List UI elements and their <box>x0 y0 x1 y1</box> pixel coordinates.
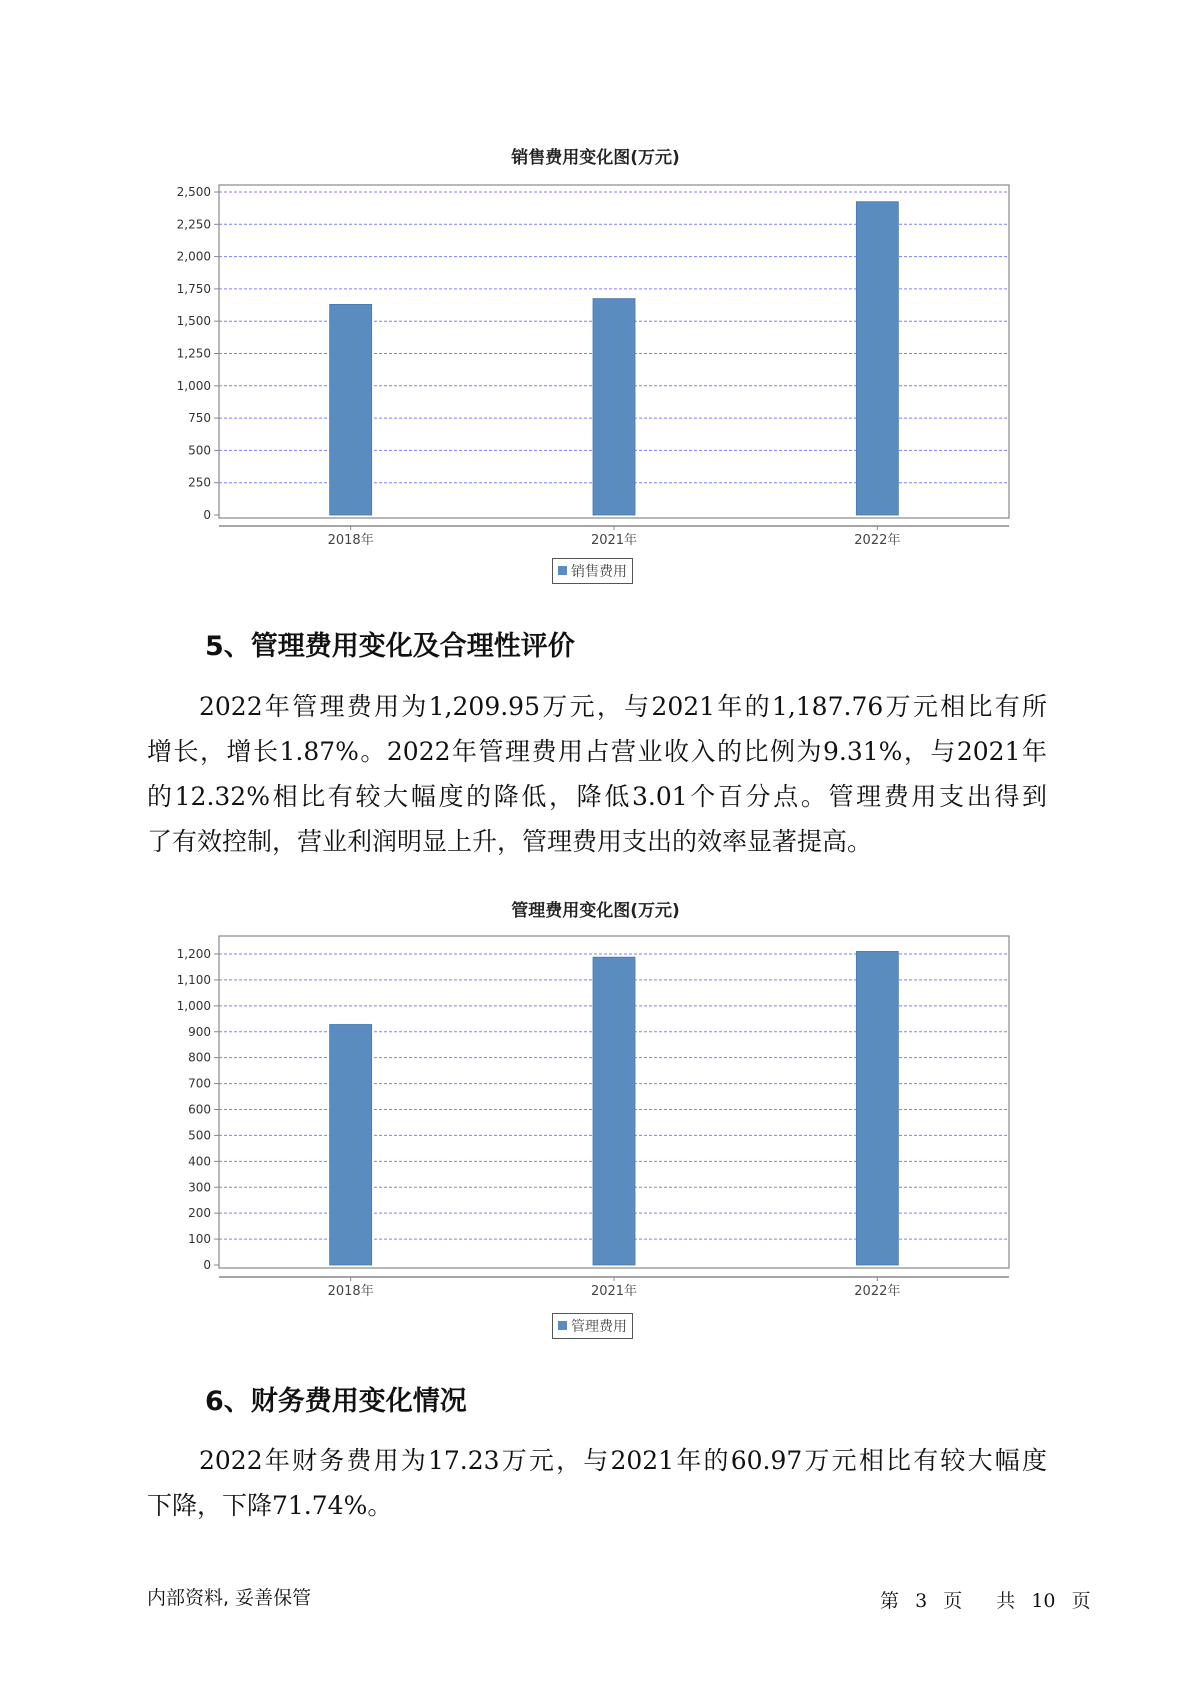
chart1-legend-label: 销售费用 <box>571 564 627 580</box>
bar-2022年 <box>856 951 898 1265</box>
page-total-prefix: 共 <box>996 1590 1016 1612</box>
y-tick-label: 1,500 <box>176 314 211 329</box>
x-tick-label: 2022年 <box>854 1284 901 1299</box>
legend-swatch-icon <box>558 1321 567 1330</box>
section6-heading: 6、财务费用变化情况 <box>205 1386 467 1417</box>
y-tick-label: 2,000 <box>176 249 211 264</box>
y-tick-label: 2,500 <box>176 185 211 199</box>
chart1-title: 销售费用变化图(万元) <box>511 148 680 168</box>
y-tick-label: 0 <box>203 508 211 522</box>
y-tick-label: 600 <box>188 1102 211 1117</box>
chart2-title: 管理费用变化图(万元) <box>511 901 680 921</box>
bar-2018年 <box>330 304 372 515</box>
y-tick-label: 1,250 <box>176 346 211 361</box>
x-tick-label: 2018年 <box>327 1284 374 1299</box>
y-tick-label: 100 <box>188 1232 211 1247</box>
footer-confidential-note: 内部资料, 妥善保管 <box>147 1587 312 1609</box>
y-tick-label: 400 <box>188 1154 211 1169</box>
bar-2018年 <box>330 1024 372 1265</box>
y-tick-label: 1,750 <box>176 281 211 296</box>
paragraph-line: 了有效控制，营业利润明显上升，管理费用支出的效率显著提高。 <box>147 827 873 856</box>
paragraph-line: 下降，下降71.74%。 <box>147 1491 393 1520</box>
y-tick-label: 900 <box>188 1024 211 1039</box>
y-tick-label: 1,100 <box>176 972 211 987</box>
section5-paragraph <box>147 684 1047 864</box>
y-tick-label: 300 <box>188 1180 211 1195</box>
y-tick-label: 750 <box>188 411 211 426</box>
sales-expense-chart <box>0 170 1191 570</box>
bar-2021年 <box>593 299 635 515</box>
y-tick-label: 1,200 <box>176 947 211 961</box>
bar-2022年 <box>856 202 898 515</box>
y-tick-label: 1,000 <box>176 378 211 393</box>
chart2-legend <box>552 1313 633 1339</box>
admin-expense-chart <box>0 930 1191 1330</box>
chart2-legend-label: 管理费用 <box>571 1319 627 1335</box>
footer-page-number <box>880 1586 1091 1613</box>
paragraph-line: 增长，增长1.87%。2022年管理费用占营业收入的比例为9.31%，与2021年 <box>147 737 1047 766</box>
page-suffix: 页 <box>1071 1590 1091 1612</box>
x-tick-label: 2021年 <box>590 1284 638 1299</box>
x-tick-label: 2021年 <box>590 533 638 548</box>
paragraph-line: 的12.32%相比有较大幅度的降低，降低3.01个百分点。管理费用支出得到 <box>147 782 1047 811</box>
y-tick-label: 500 <box>188 1128 211 1143</box>
page-prefix: 第 <box>880 1590 900 1612</box>
y-tick-label: 700 <box>188 1076 211 1091</box>
page-mid: 页 <box>943 1590 963 1612</box>
page-current: 3 <box>915 1590 928 1612</box>
section6-paragraph <box>147 1438 1047 1528</box>
paragraph-line: 2022年财务费用为17.23万元，与2021年的60.97万元相比有较大幅度 <box>199 1446 1047 1475</box>
x-tick-label: 2018年 <box>327 533 374 548</box>
chart1-legend <box>552 558 633 584</box>
page-total: 10 <box>1031 1590 1056 1612</box>
y-tick-label: 1,000 <box>176 998 211 1013</box>
y-tick-label: 0 <box>203 1258 211 1272</box>
y-tick-label: 2,250 <box>176 217 211 232</box>
bar-2021年 <box>593 957 635 1265</box>
y-tick-label: 250 <box>188 475 211 490</box>
paragraph-line: 2022年管理费用为1,209.95万元，与2021年的1,187.76万元相比有所 <box>199 692 1047 721</box>
y-tick-label: 200 <box>188 1206 211 1221</box>
y-tick-label: 800 <box>188 1050 211 1065</box>
section5-heading: 5、管理费用变化及合理性评价 <box>205 631 575 662</box>
x-tick-label: 2022年 <box>854 533 901 548</box>
legend-swatch-icon <box>558 566 567 575</box>
y-tick-label: 500 <box>188 443 211 458</box>
